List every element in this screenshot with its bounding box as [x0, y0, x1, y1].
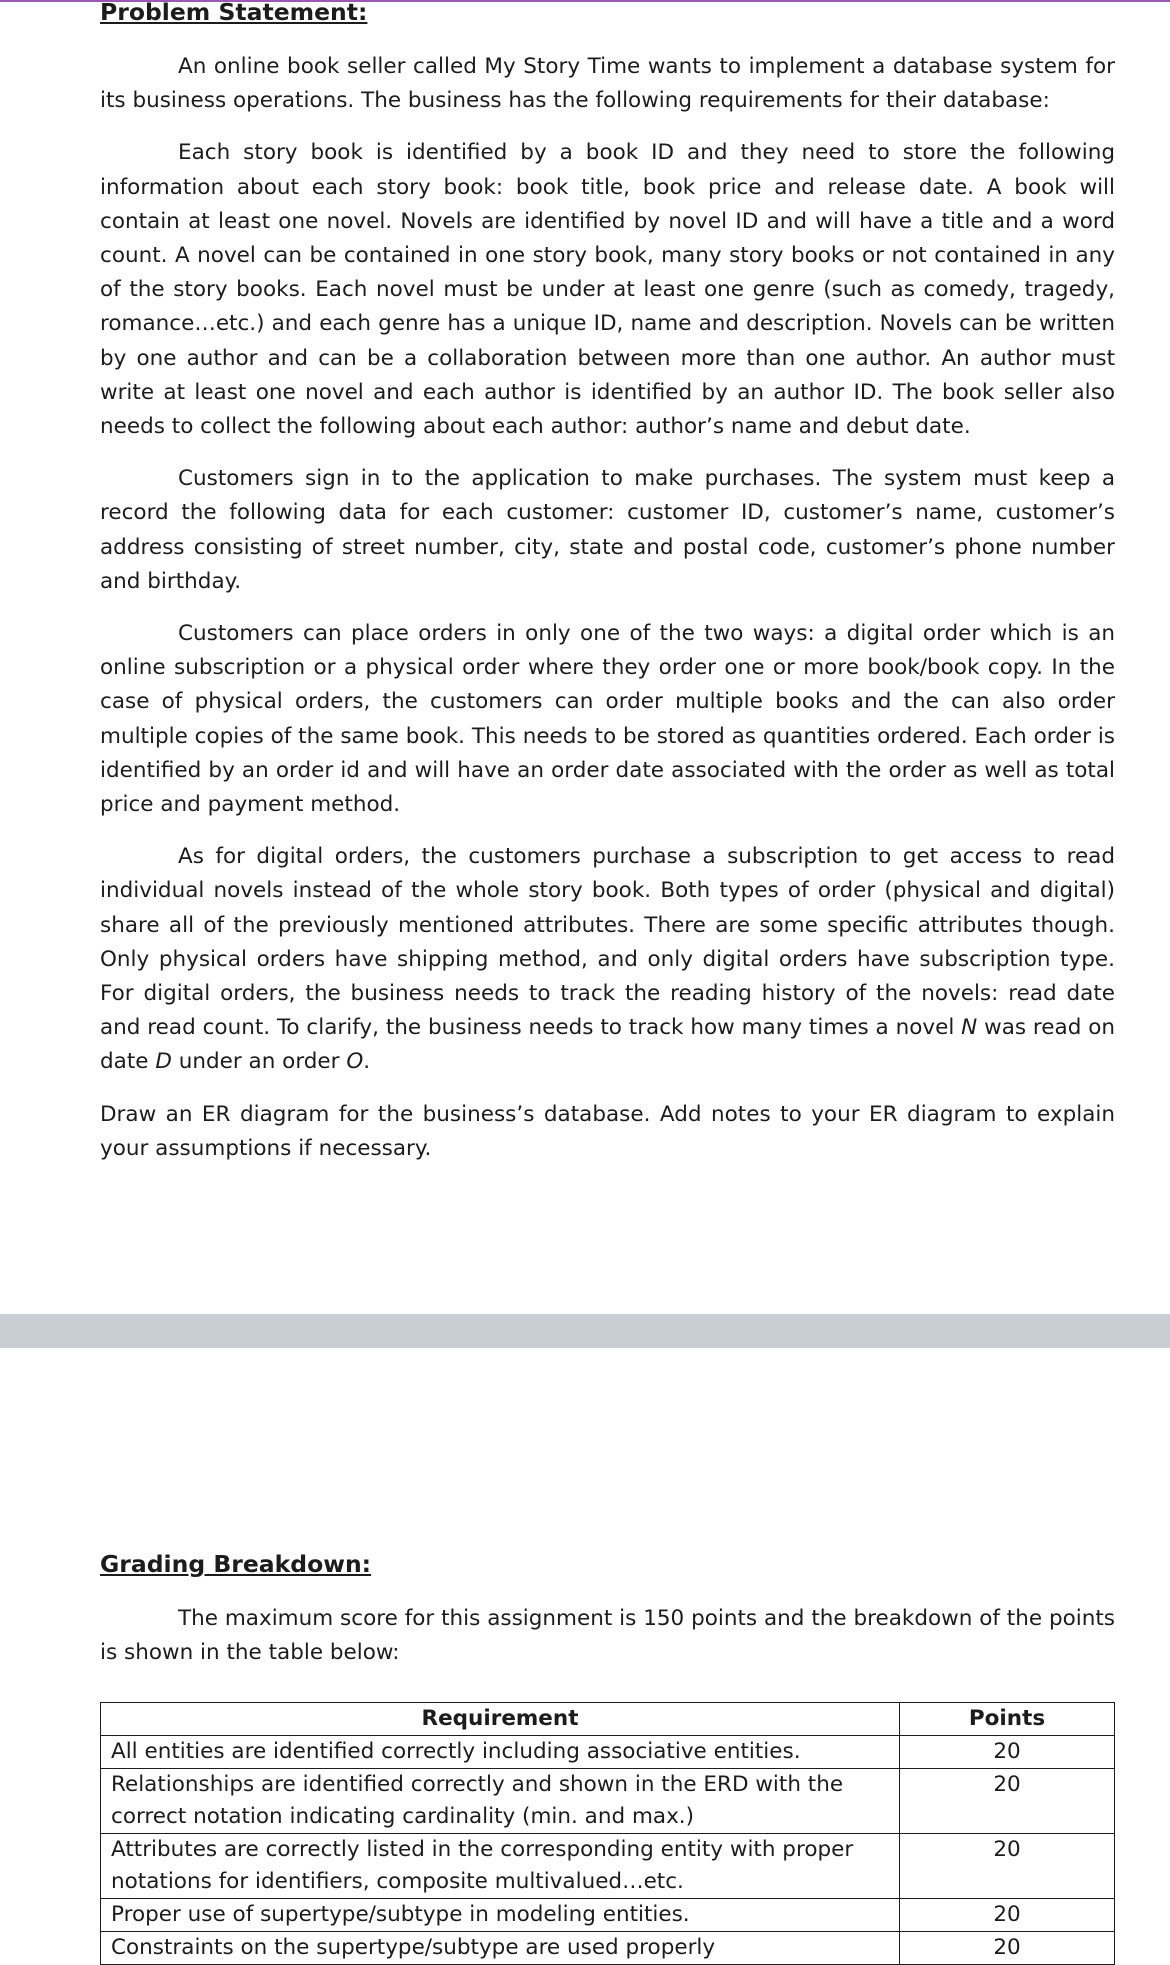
- points-header: Points: [900, 1703, 1115, 1736]
- requirement-cell: All entities are identified correctly including associative entities.: [101, 1736, 900, 1769]
- requirement-cell: Constraints on the supertype/subtype are used properly: [101, 1932, 900, 1965]
- grading-intro: The maximum score for this assignment is 150 points and the breakdown of the points is shown in the table below:: [100, 1606, 1115, 1666]
- grading-breakdown-heading: Grading Breakdown:: [100, 1550, 372, 1578]
- page-separator: [0, 1314, 1170, 1348]
- novel-variable: N: [961, 1015, 978, 1041]
- requirement-header: Requirement: [101, 1703, 900, 1736]
- paragraph-books: Each story book is identified by a book ID and they need to store the following information about each story book: book title, book price and release date. A book will contain at least one novel. Novels are identified by novel ID and will have a title and a word count. A novel can be contained in one story book, many story books or not contained in any of the story books. Each novel must be under at least one genre (such as comedy, tragedy, romance…etc.) and each genre has a unique ID, name and description. Novels can be written by one author and can be a collaboration between more than one author. An author must write at least one novel and each author is identified by an author ID. The book seller also needs to collect the following about each author: author’s name and debut date.: [100, 140, 1115, 440]
- page-1: [100, 0, 1115, 1166]
- points-cell: 20: [900, 1899, 1115, 1932]
- p5-text-c: under an order: [171, 1049, 347, 1075]
- grading-table: [100, 1702, 1115, 1965]
- points-cell: 20: [900, 1834, 1115, 1899]
- table-row: [101, 1769, 1115, 1834]
- order-variable: O: [346, 1049, 364, 1075]
- p5-text-end: .: [363, 1049, 371, 1075]
- problem-statement-heading: Problem Statement:: [100, 0, 368, 26]
- page-2: [100, 1550, 1115, 1965]
- table-row: [101, 1736, 1115, 1769]
- paragraph-digital-orders: [100, 840, 1115, 1079]
- p5-text-b: was read on date: [100, 1015, 1115, 1075]
- paragraph-customers: Customers sign in to the application to make purchases. The system must keep a record the following data for each customer: customer ID, customer’s name, customer’s address consisting of street number, city, state and postal code, customer’s phone number and birthday.: [100, 466, 1115, 594]
- points-cell: 20: [900, 1932, 1115, 1965]
- table-row: [101, 1899, 1115, 1932]
- paragraph-intro: An online book seller called My Story Time wants to implement a database system for its business operations. The business has the following requirements for their database:: [100, 54, 1115, 114]
- p5-text-a: As for digital orders, the customers purchase a subscription to get access to read individual novels instead of the whole story book. Both types of order (physical and digital) share all of the previously mentioned attributes. There are some specific attributes though. Only physical orders have shipping method, and only digital orders have subscription type. For digital orders, the business needs to track the reading history of the novels: read date and read count. To clarify, the business needs to track how many times a novel: [100, 844, 1115, 1041]
- requirement-cell: Proper use of supertype/subtype in modeling entities.: [101, 1899, 900, 1932]
- table-row: [101, 1932, 1115, 1965]
- points-cell: 20: [900, 1769, 1115, 1834]
- paragraph-orders: Customers can place orders in only one of the two ways: a digital order which is an online subscription or a physical order where they order one or more book/book copy. In the case of physical orders, the customers can order multiple books and the can also order multiple copies of the same book. This needs to be stored as quantities ordered. Each order is identified by an order id and will have an order date associated with the order as well as total price and payment method.: [100, 621, 1115, 818]
- table-row: [101, 1834, 1115, 1899]
- points-cell: 20: [900, 1736, 1115, 1769]
- requirement-cell: Attributes are correctly listed in the corresponding entity with proper notations for identifiers, composite multivalued…etc.: [101, 1834, 900, 1899]
- date-variable: D: [155, 1049, 172, 1075]
- paragraph-instruction: Draw an ER diagram for the business’s database. Add notes to your ER diagram to explain your assumptions if necessary.: [100, 1101, 1115, 1161]
- requirement-cell: Relationships are identified correctly and shown in the ERD with the correct notation indicating cardinality (min. and max.): [101, 1769, 900, 1834]
- grading-table-header: [101, 1703, 1115, 1736]
